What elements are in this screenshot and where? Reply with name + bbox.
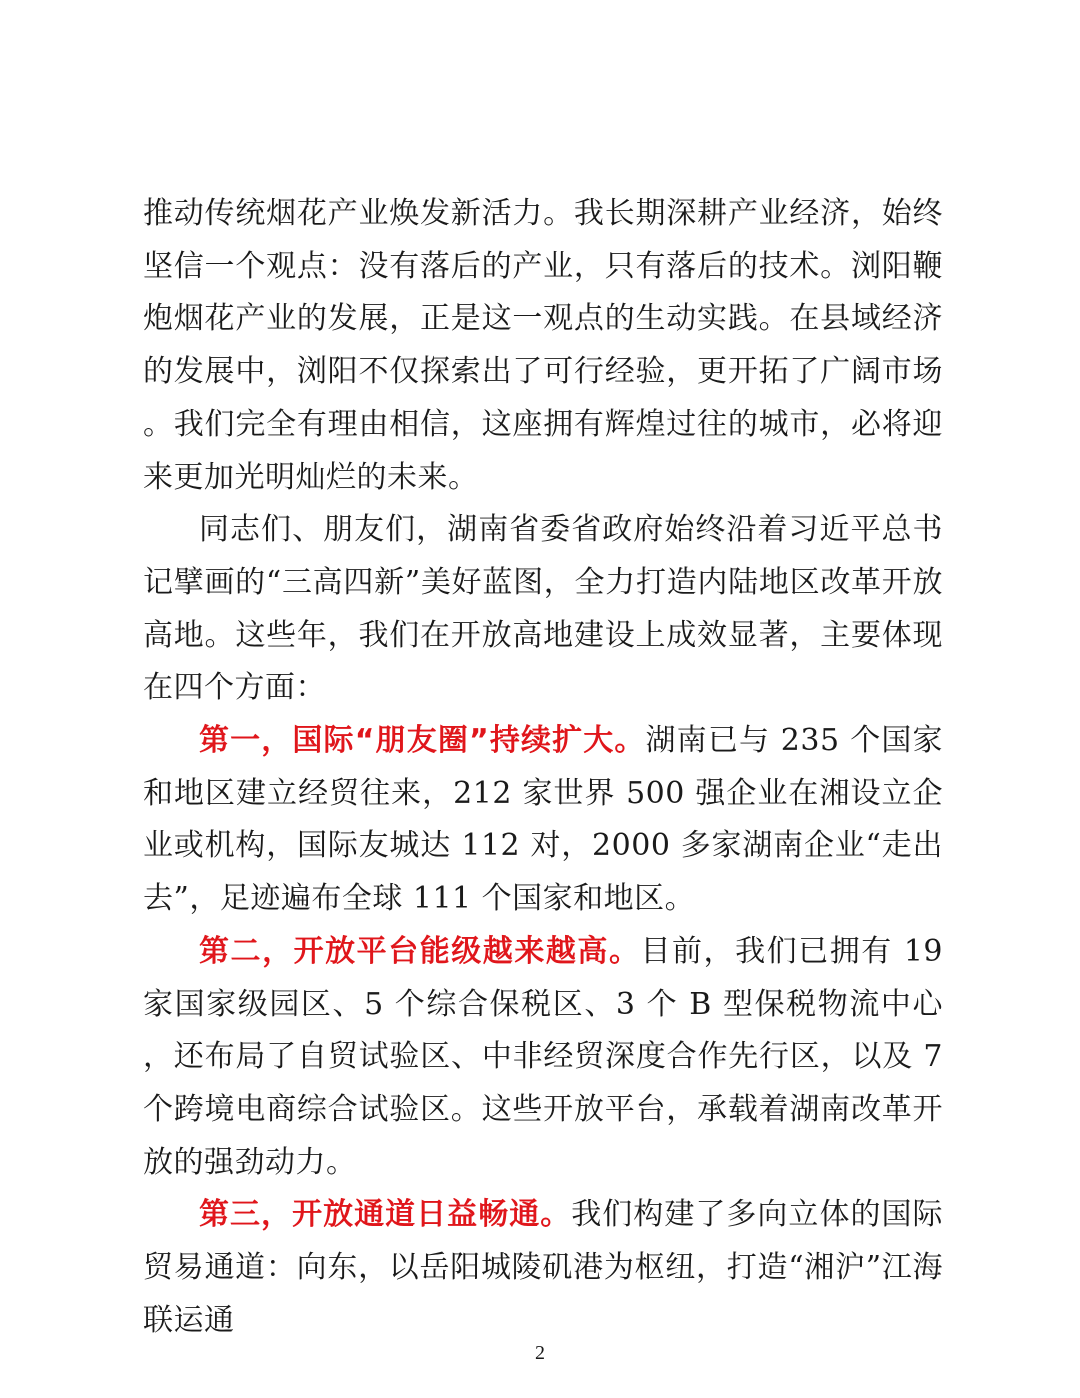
paragraph-3-text: 湖南已与 235 个国家和地区建立经贸往来，212 家世界 500 强企业在湘设立企业或机构，国际友城达 112 对，2000 多家湖南企业“走出去”，足迹遍布全球 111 个国家和地区。 <box>143 723 943 917</box>
paragraph-2 <box>143 504 943 715</box>
paragraph-5 <box>143 1189 943 1347</box>
paragraph-1 <box>143 188 943 504</box>
paragraph-3 <box>143 715 943 926</box>
paragraph-4-heading: 第二，开放平台能级越来越高。 <box>199 933 641 969</box>
paragraph-2-text: 同志们、朋友们，湖南省委省政府始终沿着习近平总书记擘画的“三高四新”美好蓝图，全力打造内陆地区改革开放高地。这些年，我们在开放高地建设上成效显著，主要体现在四个方面： <box>143 512 943 706</box>
paragraph-4-text: 目前，我们已拥有 19 家国家级园区、5 个综合保税区、3 个 B 型保税物流中心，还布局了自贸试验区、中非经贸深度合作先行区，以及 7 个跨境电商综合试验区。这些开放平台，承载着湖南改革开放的强劲动力。 <box>143 933 943 1180</box>
paragraph-5-heading: 第三，开放通道日益畅通。 <box>199 1197 572 1233</box>
paragraph-1-text: 推动传统烟花产业焕发新活力。我长期深耕产业经济，始终坚信一个观点：没有落后的产业，只有落后的技术。浏阳鞭炮烟花产业的发展，正是这一观点的生动实践。在县域经济的发展中，浏阳不仅探索出了可行经验，更开拓了广阔市场。我们完全有理由相信，这座拥有辉煌过往的城市，必将迎来更加光明灿烂的未来。 <box>143 196 943 495</box>
paragraph-4 <box>143 926 943 1190</box>
page-number: 2 <box>535 1342 545 1364</box>
paragraph-3-heading: 第一，国际“朋友圈”持续扩大。 <box>199 723 646 759</box>
paragraph-5-text: 我们构建了多向立体的国际贸易通道：向东，以岳阳城陵矶港为枢纽，打造“湘沪”江海联运通 <box>143 1197 944 1338</box>
document-body <box>143 188 943 1347</box>
